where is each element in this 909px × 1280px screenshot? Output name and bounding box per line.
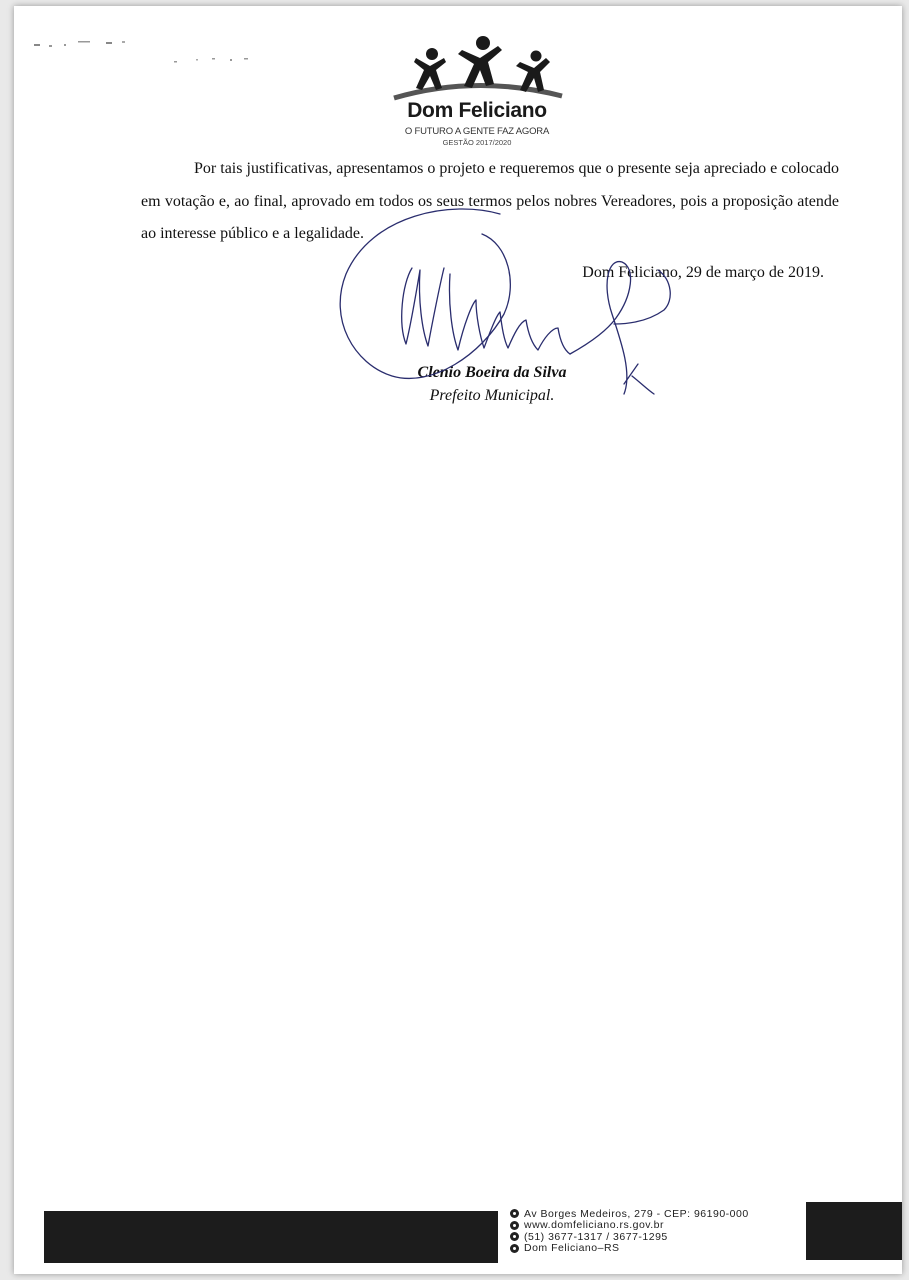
footer-website[interactable]: www.domfeliciano.rs.gov.br [524,1219,665,1232]
footer-city-row [510,1243,749,1255]
location-icon [510,1209,519,1218]
logo-slogan: O FUTURO A GENTE FAZ AGORA [404,126,550,137]
logo-figures-icon [386,36,568,106]
footer-bar-right [806,1202,902,1260]
footer-phone-row [510,1231,749,1243]
date-line: Dom Feliciano, 29 de março de 2019. [582,264,824,281]
footer-website-row [510,1220,749,1232]
signatory-name: Clenio Boeira da Silva [417,364,567,381]
footer-address: Av Borges Medeiros, 279 - CEP: 96190-000 [524,1207,749,1220]
footer-address-row [510,1208,749,1220]
logo-name: Dom Feliciano [407,99,547,122]
phone-icon [510,1232,519,1241]
scan-specks [34,36,274,76]
footer-city: Dom Feliciano–RS [524,1242,620,1255]
pin-icon [510,1244,519,1253]
globe-icon [510,1221,519,1230]
logo-term: GESTÃO 2017/2020 [442,138,512,147]
footer-phone: (51) 3677-1317 / 3677-1295 [524,1230,668,1243]
footer-bar-left [44,1211,498,1263]
signatory-title: Prefeito Municipal. [429,387,555,404]
municipal-logo [386,36,568,154]
document-page [14,6,902,1274]
footer-contacts [510,1208,749,1254]
justification-paragraph: Por tais justificativas, apresentamos o projeto e requeremos que o presente seja apreciado e colocado em votação e, ao final, aprovado em todos os seus termos pelos nobres Vereadores, pois a proposição atende ao interesse público e a legalidade. [141,160,839,242]
